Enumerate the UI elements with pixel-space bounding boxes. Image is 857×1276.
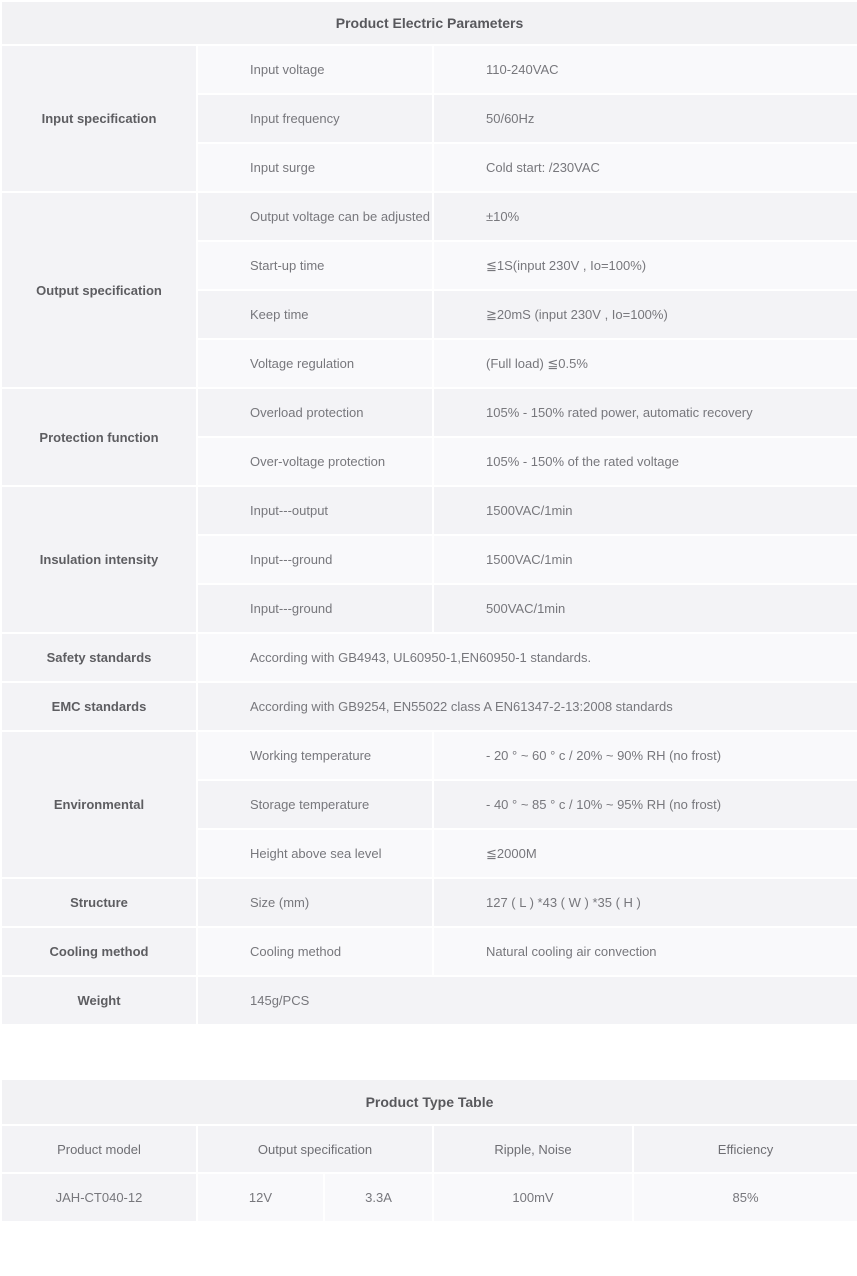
value-cell: 500VAC/1min (433, 584, 857, 633)
value-cell: According with GB4943, UL60950-1,EN60950-1 standards. (197, 633, 857, 682)
param-cell: Storage temperature (197, 780, 433, 829)
product-type-table-title: Product Type Table (1, 1079, 857, 1125)
section-label-input-specification: Input specification (1, 45, 197, 192)
product-model-cell: JAH-CT040-12 (1, 1173, 197, 1222)
column-header-efficiency: Efficiency (633, 1125, 857, 1173)
value-cell: Natural cooling air convection (433, 927, 857, 976)
tables-spacer (0, 1026, 857, 1078)
value-cell: According with GB9254, EN55022 class A EN61347-2-13:2008 standards (197, 682, 857, 731)
table-row (1, 731, 857, 780)
value-cell: - 40 ° ~ 85 ° c / 10% ~ 95% RH (no frost) (433, 780, 857, 829)
value-cell: 1500VAC/1min (433, 486, 857, 535)
value-cell: 1500VAC/1min (433, 535, 857, 584)
value-cell: 50/60Hz (433, 94, 857, 143)
value-cell: 110-240VAC (433, 45, 857, 94)
section-label-protection-function: Protection function (1, 388, 197, 486)
param-cell: Working temperature (197, 731, 433, 780)
table-row (1, 682, 857, 731)
efficiency-cell: 85% (633, 1173, 857, 1222)
table-row (1, 45, 857, 94)
section-label-weight: Weight (1, 976, 197, 1025)
table-title-row (1, 1079, 857, 1125)
electric-parameters-title: Product Electric Parameters (1, 1, 857, 45)
ripple-noise-cell: 100mV (433, 1173, 633, 1222)
param-cell: Input---ground (197, 535, 433, 584)
value-cell: ≧20mS (input 230V , Io=100%) (433, 290, 857, 339)
section-label-output-specification: Output specification (1, 192, 197, 388)
table-row (1, 388, 857, 437)
param-cell: Keep time (197, 290, 433, 339)
value-cell: ≦2000M (433, 829, 857, 878)
table-row (1, 486, 857, 535)
param-cell: Voltage regulation (197, 339, 433, 388)
table-header-row (1, 1125, 857, 1173)
section-label-cooling-method: Cooling method (1, 927, 197, 976)
value-cell: 105% - 150% of the rated voltage (433, 437, 857, 486)
table-row (1, 192, 857, 241)
param-cell: Input voltage (197, 45, 433, 94)
table-row (1, 976, 857, 1025)
section-label-environmental: Environmental (1, 731, 197, 878)
table-title-row (1, 1, 857, 45)
param-cell: Height above sea level (197, 829, 433, 878)
value-cell: Cold start: /230VAC (433, 143, 857, 192)
section-label-insulation-intensity: Insulation intensity (1, 486, 197, 633)
value-cell: ≦1S(input 230V , Io=100%) (433, 241, 857, 290)
table-row (1, 878, 857, 927)
section-label-emc-standards: EMC standards (1, 682, 197, 731)
value-cell: 127 ( L ) *43 ( W ) *35 ( H ) (433, 878, 857, 927)
param-cell: Size (mm) (197, 878, 433, 927)
param-cell: Cooling method (197, 927, 433, 976)
value-cell: - 20 ° ~ 60 ° c / 20% ~ 90% RH (no frost) (433, 731, 857, 780)
value-cell: ±10% (433, 192, 857, 241)
value-cell: (Full load) ≦0.5% (433, 339, 857, 388)
param-cell: Start-up time (197, 241, 433, 290)
value-cell: 145g/PCS (197, 976, 857, 1025)
param-cell: Over-voltage protection (197, 437, 433, 486)
output-current-cell: 3.3A (324, 1173, 433, 1222)
output-voltage-cell: 12V (197, 1173, 324, 1222)
column-header-product-model: Product model (1, 1125, 197, 1173)
param-cell: Input---output (197, 486, 433, 535)
section-label-safety-standards: Safety standards (1, 633, 197, 682)
value-cell: 105% - 150% rated power, automatic recovery (433, 388, 857, 437)
param-cell: Input surge (197, 143, 433, 192)
table-row (1, 633, 857, 682)
product-type-table (0, 1078, 857, 1223)
table-row (1, 927, 857, 976)
param-cell: Output voltage can be adjusted (197, 192, 433, 241)
param-cell: Input frequency (197, 94, 433, 143)
column-header-ripple-noise: Ripple, Noise (433, 1125, 633, 1173)
param-cell: Overload protection (197, 388, 433, 437)
column-header-output-specification: Output specification (197, 1125, 433, 1173)
table-row (1, 1173, 857, 1222)
section-label-structure: Structure (1, 878, 197, 927)
param-cell: Input---ground (197, 584, 433, 633)
